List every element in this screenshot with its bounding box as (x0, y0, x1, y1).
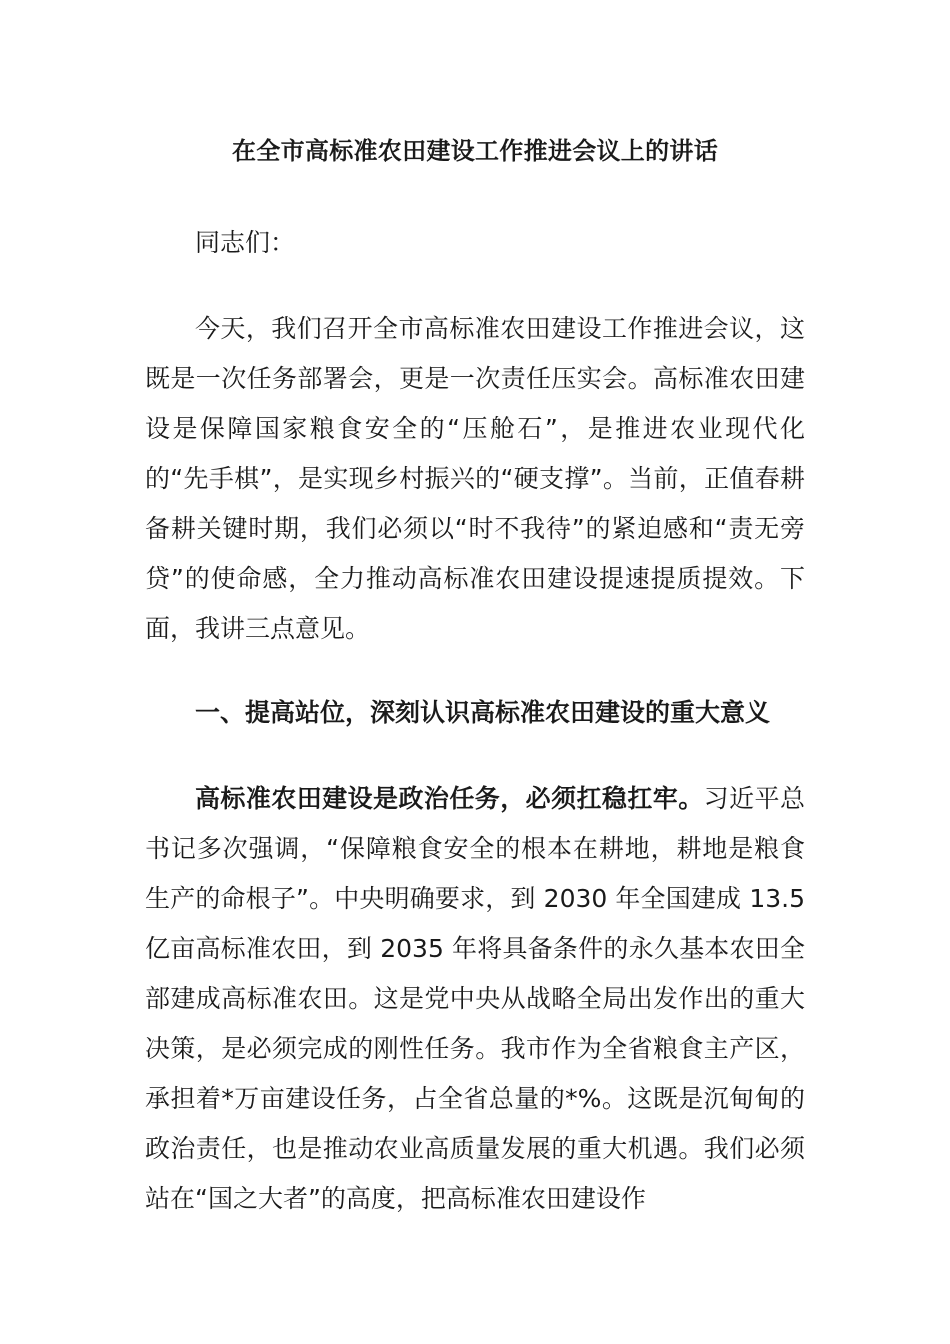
document-title: 在全市高标准农田建设工作推进会议上的讲话 (232, 137, 718, 165)
intro-paragraph: 今天，我们召开全市高标准农田建设工作推进会议，这既是一次任务部署会，更是一次责任压实会。高标准农田建设是保障国家粮食安全的“压舱石”，是推进农业现代化的“先手棋”，是实现乡村振兴的“硬支撑”。当前，正值春耕备耕关键时期，我们必须以“时不我待”的紧迫感和“责无旁贷”的使命感，全力推动高标准农田建设提速提质提效。下面，我讲三点意见。 (145, 314, 805, 643)
paragraph-body-text: 习近平总书记多次强调，“保障粮食安全的根本在耕地，耕地是粮食生产的命根子”。中央明确要求，到 2030 年全国建成 13.5 亿亩高标准农田，到 2035 年将具备条件的永久基本农田全部建成高标准农田。这是党中央从战略全局出发作出的重大决策，是必须完成的刚性任务。我市作为全省粮食主产区，承担着*万亩建设任务，占全省总量的*%。这既是沉甸甸的政治责任，也是推动农业高质量发展的重大机遇。我们必须站在“国之大者”的高度，把高标准农田建设作 (145, 784, 805, 1213)
paragraph-lead-sentence: 高标准农田建设是政治任务，必须扛稳扛牢。 (195, 784, 704, 813)
section-1-paragraph-1 (145, 774, 805, 1224)
section-heading-1: 一、提高站位，深刻认识高标准农田建设的重大意义 (195, 698, 771, 727)
document-body (145, 218, 805, 1224)
salutation: 同志们： (195, 228, 296, 257)
